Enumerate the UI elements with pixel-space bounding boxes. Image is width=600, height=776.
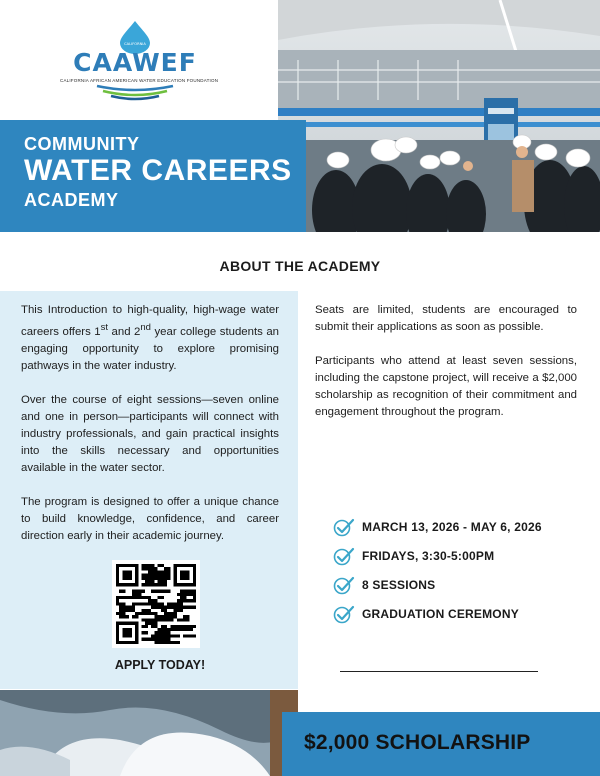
logo-waves-icon <box>93 83 177 101</box>
title-banner <box>0 120 306 232</box>
detail-text: GRADUATION CEREMONY <box>362 606 519 621</box>
check-circle-icon <box>332 546 356 566</box>
banner-line-community: COMMUNITY <box>24 134 140 154</box>
caawef-logo <box>60 20 219 110</box>
scholarship-banner: $2,000 SCHOLARSHIP <box>282 712 600 776</box>
banner-line-academy: ACADEMY <box>24 190 119 210</box>
program-paragraph: The program is designed to offer a unique chance to build knowledge, confidence, and career direction early in their academic journey. <box>21 495 279 542</box>
intro-paragraph: This Introduction to high-quality, high-wage water careers offers 1st and 2nd year college students an engaging opportunity to explore promising pathways in the water industry. <box>21 304 279 372</box>
logo-wordmark: CAAWEF <box>73 48 197 77</box>
check-circle-icon <box>332 575 356 595</box>
detail-schedule <box>332 541 592 570</box>
qr-code-icon <box>116 564 196 644</box>
logo-subtitle: CALIFORNIA AFRICAN AMERICAN WATER EDUCATION FOUNDATION <box>60 78 219 83</box>
banner-line-water-careers: WATER CAREERS <box>24 154 292 187</box>
check-circle-icon <box>332 517 356 537</box>
apply-today-label: APPLY TODAY! <box>114 658 206 672</box>
detail-text: FRIDAYS, 3:30-5:00PM <box>362 548 495 563</box>
divider-line <box>340 671 538 672</box>
sessions-paragraph: Over the course of eight sessions—seven online and one in person—participants will connect with industry professionals, and gain practical insights into the skills necessary and opportunities available in the water sector. <box>21 393 279 474</box>
program-details-list <box>332 512 592 628</box>
header-photo <box>278 0 600 232</box>
about-heading: ABOUT THE ACADEMY <box>219 258 381 274</box>
left-column-text <box>21 302 279 562</box>
detail-text: MARCH 13, 2026 - MAY 6, 2026 <box>362 519 542 534</box>
detail-dates <box>332 512 592 541</box>
scholarship-paragraph: Participants who attend at least seven sessions, including the capstone project, will receive a $2,000 scholarship as recognition of their commitment and engagement throughout the program. <box>315 355 577 418</box>
check-circle-icon <box>332 604 356 624</box>
detail-text: 8 SESSIONS <box>362 577 436 592</box>
bottom-water-photo <box>0 690 298 776</box>
logo-tag: CALIFORNIA <box>124 42 146 46</box>
detail-graduation <box>332 599 592 628</box>
seats-paragraph: Seats are limited, students are encouraged to submit their applications as soon as possible. <box>315 304 577 333</box>
detail-sessions <box>332 570 592 599</box>
apply-qr-code[interactable] <box>112 560 200 648</box>
right-column-text <box>315 302 577 438</box>
